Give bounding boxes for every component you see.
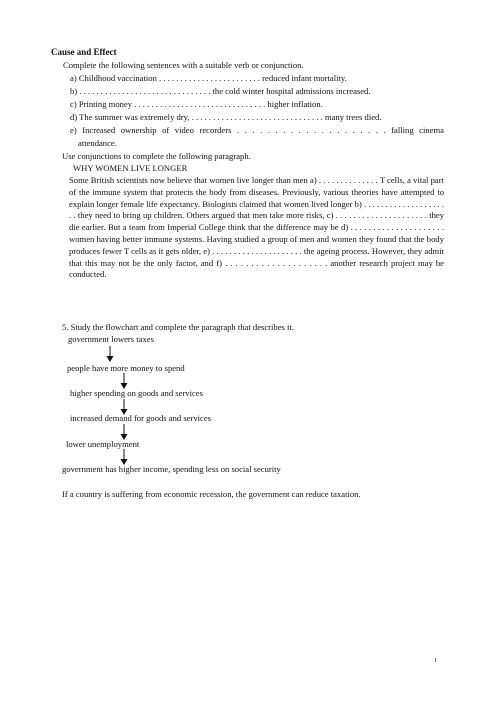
exercise2-paragraph: Some British scientists now believe that women live longer than men a) . . . . . . . . . . . . . . T cells, a vital part of the immune system that protects the body from diseases. Previously, various theories have attempted to explain longer female life expectancy. Biologists claimed that women lived longer b) . . . . . . . . . . . . . . . . . . . . . they need to bring up children. Others argued that men take more risks, c) . . . . . . . . . . . . . . . . . . . . . they die earlier. But a team from Imperial College think that the difference may be d) . . . . . . . . . . . . . . . . . . . . . women having better immune systems. Having studied a group of men and women they found that the body produces fewer T cells as it gets older, e) . . . . . . . . . . . . . . . . . . . . . the ageing process. However, they admit that this may not be the only factor, and f) . . . . . . . . . . . . . . . . . . . . another research project may be conducted. <box>69 175 444 280</box>
page-number: 1 <box>434 658 437 664</box>
exercise1-instruction: Complete the following sentences with a suitable verb or conjunction. <box>63 60 304 70</box>
exercise1-item-e-continued: attendance. <box>78 138 117 148</box>
exercise5-paragraph: If a country is suffering from economic recession, the government can reduce taxation. <box>62 489 361 499</box>
flow-step-3: higher spending on goods and services <box>70 388 203 398</box>
flow-arrow-down-icon <box>119 373 129 389</box>
flow-arrow-down-icon <box>119 424 129 440</box>
flow-step-2: people have more money to spend <box>67 363 185 373</box>
exercise1-item-c: c) Printing money . . . . . . . . . . . . . . . . . . . . . . . . . . . . . . . higher inflation. <box>70 99 323 109</box>
flow-arrow-down-icon <box>105 346 115 362</box>
exercise2-instruction: Use conjunctions to complete the following paragraph. <box>62 151 251 161</box>
flow-step-4: increased demand for goods and services <box>70 413 212 423</box>
flow-arrow-down-icon <box>119 449 129 465</box>
exercise2-heading: WHY WOMEN LIVE LONGER <box>73 163 188 173</box>
flow-step-5: lower unemployment <box>66 439 140 449</box>
flow-step-1: government lowers taxes <box>68 334 154 344</box>
exercise1-item-e: e) Increased ownership of video recorders . . . . . . . . . . . . . . . . . . . . falling cinema <box>70 125 444 135</box>
exercise5-instruction: 5. Study the flowchart and complete the paragraph that describes it. <box>62 322 294 332</box>
exercise1-item-a: a) Childhood vaccination . . . . . . . . . . . . . . . . . . . . . . . . reduced infant mortality. <box>70 73 347 83</box>
flow-step-6: government has higher income, spending less on social security <box>62 464 281 474</box>
exercise1-item-d: d) The summer was extremely dry, . . . . . . . . . . . . . . . . . . . . . . . . . . . . . . . many trees died. <box>70 112 382 122</box>
section-title: Cause and Effect <box>51 47 117 57</box>
exercise1-item-b: b) . . . . . . . . . . . . . . . . . . . . . . . . . . . . . . . the cold winter hospital admissions increased. <box>70 86 371 96</box>
